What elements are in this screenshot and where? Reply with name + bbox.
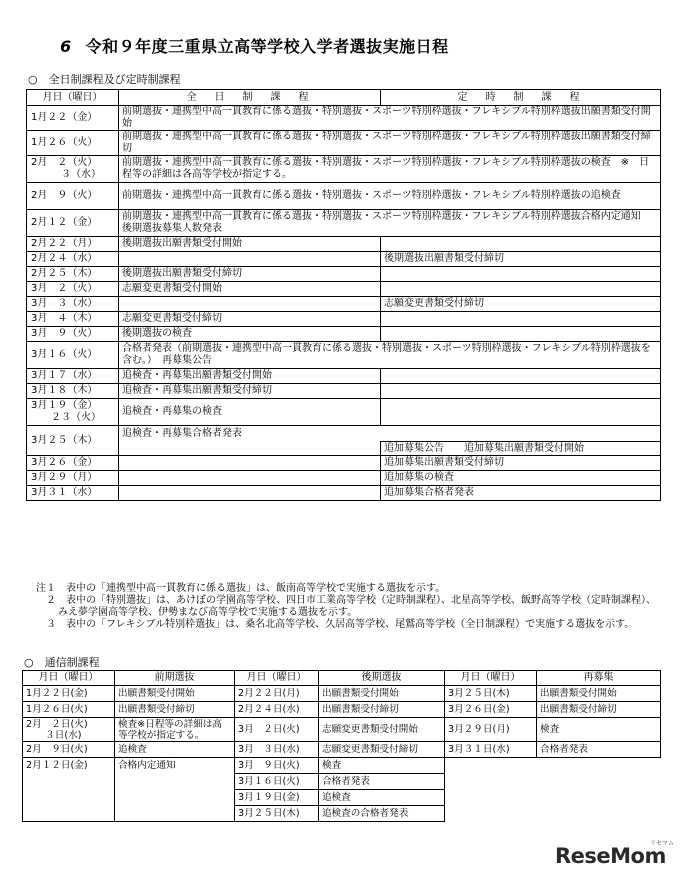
note-3: ３ 表中の「フレキシブル特別枠選抜」は、桑名北高等学校、久居高等学校、尾鷲高等学校（全日制課程）で実施する選抜を示す。 (36, 619, 635, 630)
row-fulltime (119, 486, 381, 501)
table-row (27, 456, 661, 471)
row-parttime (381, 369, 661, 384)
row-fulltime: 後期選抜の検査 (119, 327, 381, 342)
table-row (23, 774, 661, 790)
row-date: 1月２２（金） (27, 106, 119, 131)
row-parttime (381, 237, 661, 252)
row-parttime (381, 399, 661, 426)
table-row (27, 210, 661, 237)
early-event (115, 790, 235, 806)
table-row (27, 252, 661, 267)
late-event: 追検査の合格者発表 (319, 806, 445, 822)
early-date: 2月 ９日(火) (23, 742, 115, 758)
table-header-row (23, 671, 661, 686)
early-date: 2月 ２日(火) ３日(水) (23, 718, 115, 742)
row-date: 3月１６（火） (27, 342, 119, 369)
row-parttime: 追加募集出願書類受付締切 (381, 456, 661, 471)
note-2: ２ 表中の「特別選抜」は、あけぼの学園高等学校、四日市工業高等学校（定時制課程）、北星高等学校、飯野高等学校（定時制課程）、みえ夢学園高等学校、伊勢まなび高等学校で実施する選抜を示す。 (36, 595, 656, 618)
table-row (27, 399, 661, 426)
table-row (23, 718, 661, 742)
row-date: 3月 ３（水） (27, 297, 119, 312)
early-event: 出願書類受付締切 (115, 702, 235, 718)
row-date: 3月 ２（火） (27, 282, 119, 297)
row-fulltime: 後期選抜出願書類受付締切 (119, 267, 381, 282)
row-date: 3月 ９（火） (27, 327, 119, 342)
row-content: 前期選抜・連携型中高一貫教育に係る選抜・特別選抜・スポーツ特別枠選抜・フレキシブル特別枠選抜の追検査 (119, 183, 661, 210)
early-date (23, 774, 115, 790)
row-fulltime (119, 471, 381, 486)
row-date: 3月１８（木） (27, 384, 119, 399)
recruit-event: 出願書類受付開始 (537, 686, 661, 702)
row-fulltime: 追検査・再募集出願書類受付締切 (119, 384, 381, 399)
row-fulltime: 追検査・再募集の検査 (119, 399, 381, 426)
recruit-event (537, 806, 661, 822)
table-row (27, 442, 661, 456)
page-title (60, 34, 449, 57)
early-event: 出願書類受付開始 (115, 686, 235, 702)
table-row (23, 790, 661, 806)
row-fulltime: 追検査・再募集合格者発表 (119, 426, 661, 442)
row-parttime: 追加募集公告 追加募集出願書類受付開始 (381, 442, 661, 456)
row-date: 3月２６（金） (27, 456, 119, 471)
table-row (23, 758, 661, 774)
table-row (27, 183, 661, 210)
row-parttime: 追加募集合格者発表 (381, 486, 661, 501)
row-fulltime: 後期選抜出願書類受付開始 (119, 237, 381, 252)
late-event: 合格者発表 (319, 774, 445, 790)
header-date: 月日（曜日） (23, 671, 115, 686)
note-1: 注１ 表中の「連携型中高一貫教育に係る選抜」は、飯南高等学校で実施する選抜を示す。 (36, 583, 446, 594)
early-event: 追検査 (115, 742, 235, 758)
row-date: 3月１７（水） (27, 369, 119, 384)
row-parttime (381, 282, 661, 297)
table-row (27, 297, 661, 312)
table-row (27, 106, 661, 131)
late-date: 3月１６日(火) (235, 774, 319, 790)
late-event: 出願書類受付開始 (319, 686, 445, 702)
header-date: 月日（曜日） (445, 671, 537, 686)
late-date: 3月 ２日(火) (235, 718, 319, 742)
row-parttime: 志願変更書類受付締切 (381, 297, 661, 312)
row-fulltime: 志願変更書類受付締切 (119, 312, 381, 327)
early-event (115, 806, 235, 822)
early-date: 1月２２日(金) (23, 686, 115, 702)
row-content: 前期選抜・連携型中高一貫教育に係る選抜・特別選抜・スポーツ特別枠選抜・フレキシブル特別枠選抜の検査 ※ 日程等の詳細は各高等学校が指定する。 (119, 156, 661, 183)
resemom-logo: ReseMom (555, 844, 666, 868)
table-row (27, 267, 661, 282)
header-date: 月日（曜日） (235, 671, 319, 686)
row-parttime (381, 267, 661, 282)
table-row (27, 369, 661, 384)
recruit-date: 3月２６日(金) (445, 702, 537, 718)
recruit-date (445, 774, 537, 790)
table-row (27, 312, 661, 327)
table-row (27, 131, 661, 156)
row-content: 合格者発表（前期選抜・連携型中高一貫教育に係る選抜・特別選抜・スポーツ特別枠選抜・フレキシブル特別枠選抜を含む。） 再募集公告 (119, 342, 661, 369)
table-row (27, 237, 661, 252)
late-date: 3月 ９日(火) (235, 758, 319, 774)
recruit-event (537, 790, 661, 806)
header-parttime: 定 時 制 課 程 (381, 90, 661, 106)
table-row (27, 426, 661, 442)
row-date: 3月１９（金） ２３（火） (27, 399, 119, 426)
row-date: 2月１２（金） (27, 210, 119, 237)
late-event: 追検査 (319, 790, 445, 806)
header-date: 月日（曜日） (27, 90, 119, 106)
row-date: 2月２４（水） (27, 252, 119, 267)
recruit-event: 検査 (537, 718, 661, 742)
table-row (27, 327, 661, 342)
table-row (27, 282, 661, 297)
row-date: 2月 ２（火） ３（水） (27, 156, 119, 183)
section-heading-correspondence: ○ 通信制課程 (24, 656, 100, 669)
late-event: 志願変更書類受付開始 (319, 718, 445, 742)
row-fulltime (119, 297, 381, 312)
late-event: 出願書類受付締切 (319, 702, 445, 718)
early-date (23, 806, 115, 822)
correspondence-table (22, 670, 661, 822)
row-fulltime (119, 442, 381, 456)
row-date: 3月２９（月） (27, 471, 119, 486)
late-date: 3月 ３日(水) (235, 742, 319, 758)
recruit-event: 合格者発表 (537, 742, 661, 758)
header-fulltime: 全 日 制 課 程 (119, 90, 381, 106)
header-early: 前期選抜 (115, 671, 235, 686)
recruit-date (445, 806, 537, 822)
row-date: 2月２５（木） (27, 267, 119, 282)
row-date: 3月３１（水） (27, 486, 119, 501)
late-date: 3月１９日(金) (235, 790, 319, 806)
table-header-row (27, 90, 661, 106)
late-event: 志願変更書類受付締切 (319, 742, 445, 758)
late-date: 2月２２日(月) (235, 686, 319, 702)
table-row (27, 471, 661, 486)
row-parttime: 追加募集の検査 (381, 471, 661, 486)
early-date (23, 790, 115, 806)
table-row (23, 686, 661, 702)
row-fulltime: 追検査・再募集出願書類受付開始 (119, 369, 381, 384)
section-heading-fulltime: ○ 全日制課程及び定時制課程 (28, 73, 181, 86)
row-parttime (381, 384, 661, 399)
row-parttime (381, 312, 661, 327)
early-event: 検査※日程等の詳細は高等学校が指定する。 (115, 718, 235, 742)
notes (36, 583, 662, 631)
early-date: 1月２６日(火) (23, 702, 115, 718)
late-event: 検査 (319, 758, 445, 774)
table-row (23, 806, 661, 822)
recruit-date: 3月２９日(月) (445, 718, 537, 742)
row-content: 前期選抜・連携型中高一貫教育に係る選抜・特別選抜・スポーツ特別枠選抜・フレキシブル特別枠選抜出願書類受付開始 (119, 106, 661, 131)
row-content: 前期選抜・連携型中高一貫教育に係る選抜・特別選抜・スポーツ特別枠選抜・フレキシブル特別枠選抜出願書類受付締切 (119, 131, 661, 156)
recruit-event: 出願書類受付締切 (537, 702, 661, 718)
table-row (27, 342, 661, 369)
table-row (27, 486, 661, 501)
recruit-event (537, 758, 661, 774)
early-date: 2月１２日(金) (23, 758, 115, 774)
row-date: 2月２２（月） (27, 237, 119, 252)
recruit-date: 3月２５日(木) (445, 686, 537, 702)
resemom-logo-tag: リセマム (650, 840, 674, 847)
late-date: 2月２４日(水) (235, 702, 319, 718)
table-row (27, 384, 661, 399)
row-fulltime: 志願変更書類受付開始 (119, 282, 381, 297)
row-parttime (381, 327, 661, 342)
title-number: 6 (60, 37, 72, 56)
row-parttime: 後期選抜出願書類受付締切 (381, 252, 661, 267)
early-event: 合格内定通知 (115, 758, 235, 774)
table-row (23, 742, 661, 758)
recruit-date (445, 758, 537, 774)
recruit-date (445, 790, 537, 806)
table-row (23, 702, 661, 718)
recruit-date: 3月３１日(水) (445, 742, 537, 758)
late-date: 3月２５日(木) (235, 806, 319, 822)
row-date: 3月 ４（木） (27, 312, 119, 327)
row-fulltime (119, 252, 381, 267)
schedule-table (26, 89, 661, 501)
table-row (27, 156, 661, 183)
recruit-event (537, 774, 661, 790)
title-text: 令和９年度三重県立高等学校入学者選抜実施日程 (85, 37, 449, 56)
row-content: 前期選抜・連携型中高一貫教育に係る選抜・特別選抜・スポーツ特別枠選抜・フレキシブル特別枠選抜合格内定通知 後期選抜募集人数発表 (119, 210, 661, 237)
row-date: 3月２５（木） (27, 426, 119, 456)
header-late: 後期選抜 (319, 671, 445, 686)
row-date: 1月２６（火） (27, 131, 119, 156)
header-recruit: 再募集 (537, 671, 661, 686)
row-fulltime (119, 456, 381, 471)
row-date: 2月 ９（火） (27, 183, 119, 210)
early-event (115, 774, 235, 790)
